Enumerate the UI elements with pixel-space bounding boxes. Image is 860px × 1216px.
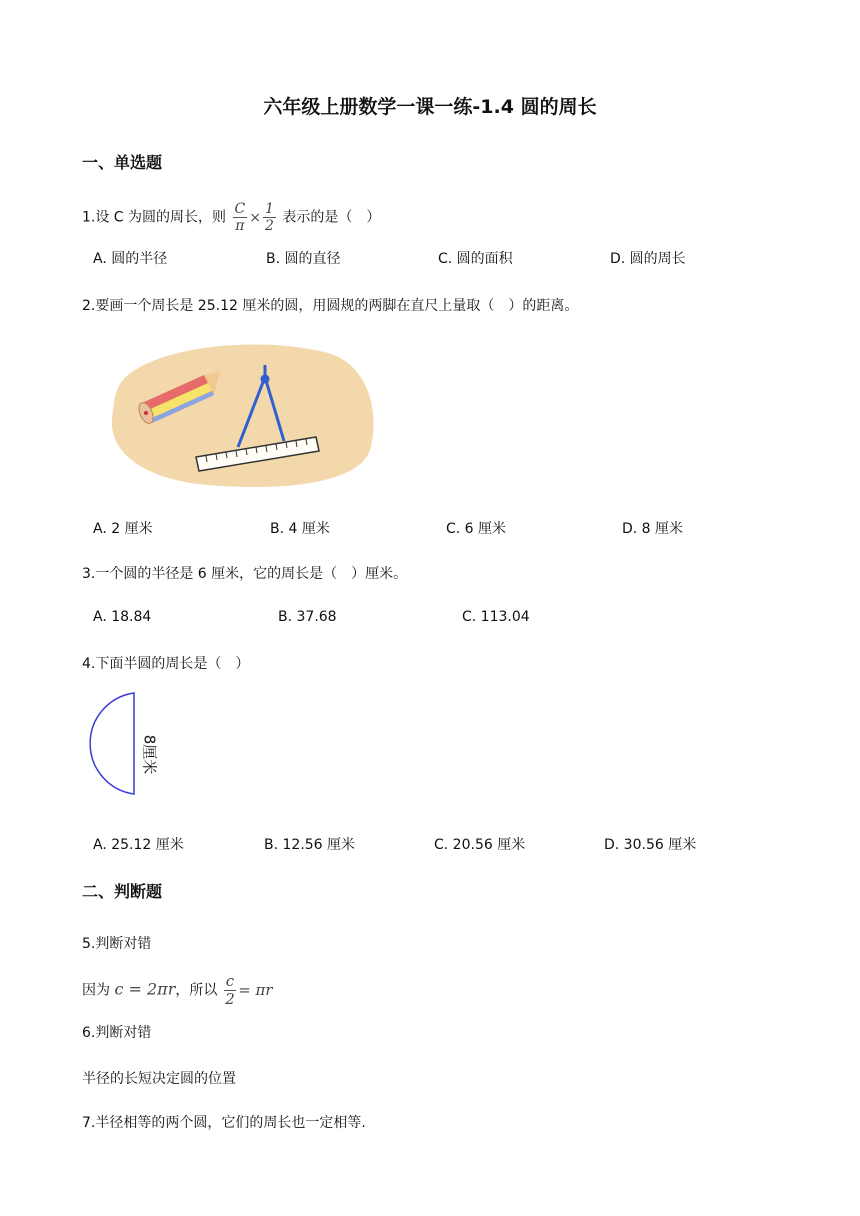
q4-option-c[interactable]: C. 20.56 厘米 xyxy=(434,837,526,853)
q1-option-d[interactable]: D. 圆的周长 xyxy=(610,251,686,267)
question-3 xyxy=(82,563,407,583)
q3-option-a[interactable]: A. 18.84 xyxy=(93,609,152,625)
pencil-compass-ruler-illustration xyxy=(108,335,380,493)
q2-option-a[interactable]: A. 2 厘米 xyxy=(93,521,153,537)
question-2 xyxy=(82,295,578,315)
question-6 xyxy=(82,1022,151,1042)
q3-option-b[interactable]: B. 37.68 xyxy=(278,609,337,625)
section-heading-true-false: 二、判断题 xyxy=(82,882,163,901)
q2-option-c[interactable]: C. 6 厘米 xyxy=(446,521,507,537)
q1-option-a[interactable]: A. 圆的半径 xyxy=(93,251,168,267)
q1-option-c[interactable]: C. 圆的面积 xyxy=(438,251,513,267)
formula-c-over-2-equals-pi-r: $\frac{c}{2}$ = πr xyxy=(225,972,273,1008)
question-1 xyxy=(82,202,380,233)
question-number: 2. xyxy=(82,298,96,314)
q1-option-b[interactable]: B. 圆的直径 xyxy=(266,251,341,267)
question-7 xyxy=(82,1112,366,1132)
formula-c-equals-2pi-r: c = 2πr xyxy=(114,979,176,999)
question-4 xyxy=(82,653,249,673)
question-number: 1. xyxy=(82,209,96,226)
formula-c-over-pi-times-half: $\frac{C}{\pi}$ × $\frac{1}{2}$ xyxy=(234,201,274,234)
question-number: 5. xyxy=(82,936,96,952)
question-5 xyxy=(82,933,151,953)
q4-option-b[interactable]: B. 12.56 厘米 xyxy=(264,837,356,853)
q2-option-d[interactable]: D. 8 厘米 xyxy=(622,521,684,537)
q4-option-d[interactable]: D. 30.56 厘米 xyxy=(604,837,697,853)
semicircle-diameter-label: 8厘米 xyxy=(140,734,159,775)
question-text: 半径相等的两个圆，它们的周长也一定相等. xyxy=(95,1115,366,1131)
page-title: 六年级上册数学一课一练-1.4 圆的周长 xyxy=(263,96,597,118)
question-5-statement: 因为 c = 2πr，所以 $\frac{c}{2}$ = πr xyxy=(82,972,273,1008)
question-number: 7. xyxy=(82,1115,96,1131)
q2-option-b[interactable]: B. 4 厘米 xyxy=(270,521,330,537)
question-number: 6. xyxy=(82,1025,96,1041)
question-text: 判断对错 xyxy=(95,1025,152,1041)
section-heading-single-choice: 一、单选题 xyxy=(82,153,163,172)
question-text: 设 C 为圆的周长，则 xyxy=(95,209,227,226)
question-text: 判断对错 xyxy=(95,936,152,952)
question-text: 下面半圆的周长是（ ） xyxy=(95,656,250,672)
q4-option-a[interactable]: A. 25.12 厘米 xyxy=(93,837,184,853)
question-text: 要画一个周长是 25.12 厘米的圆，用圆规的两脚在直尺上量取（ ）的距离。 xyxy=(95,298,579,314)
question-text: 一个圆的半径是 6 厘米，它的周长是（ ）厘米。 xyxy=(95,566,408,582)
q3-option-c[interactable]: C. 113.04 xyxy=(462,609,530,625)
question-number: 3. xyxy=(82,566,96,582)
question-6-statement: 半径的长短决定圆的位置 xyxy=(82,1071,236,1087)
question-number: 4. xyxy=(82,656,96,672)
question-text-after: 表示的是（ ） xyxy=(282,209,381,226)
